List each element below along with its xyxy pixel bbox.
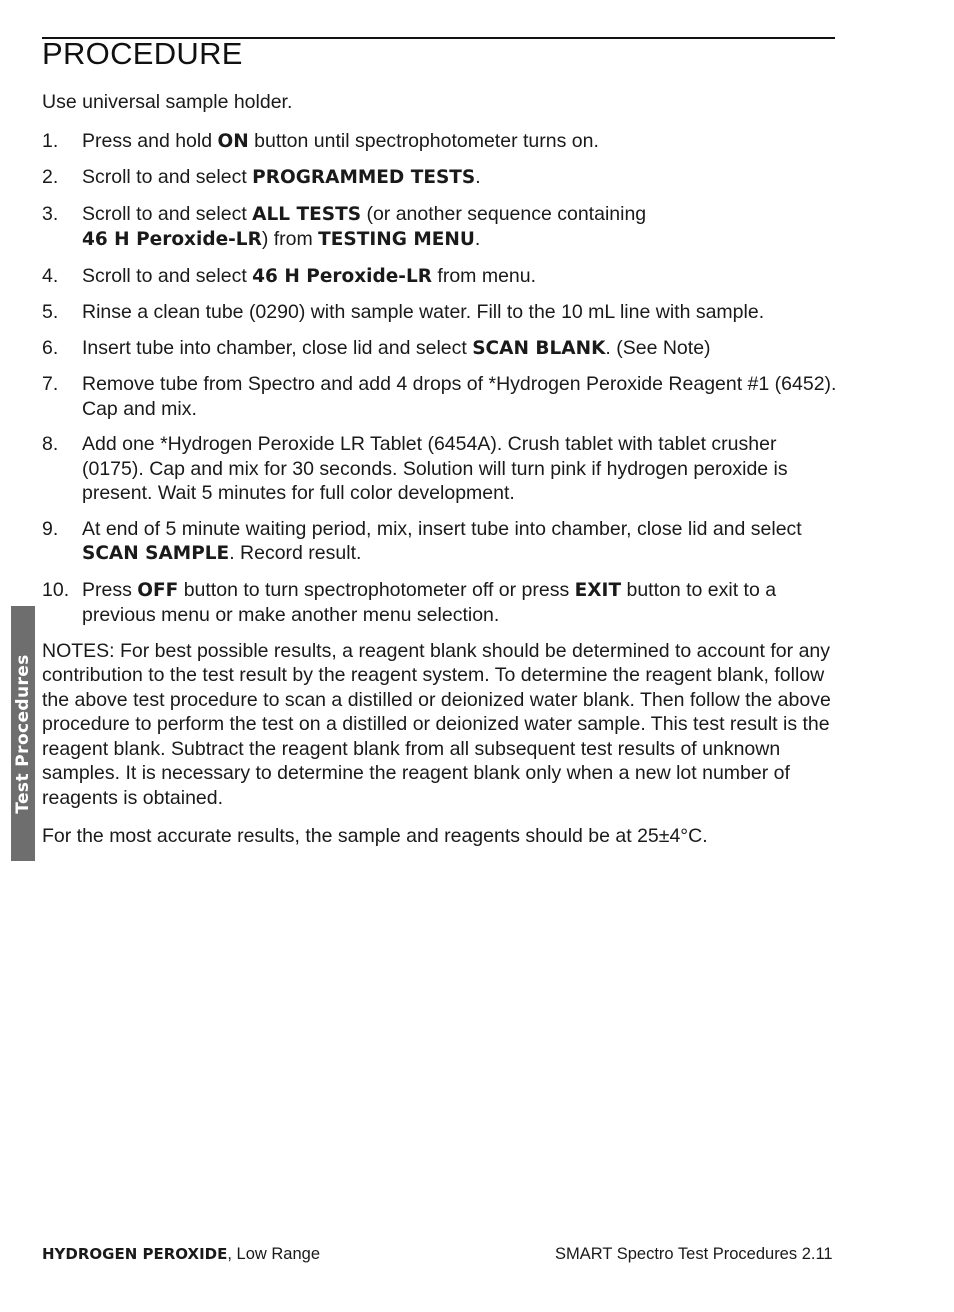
procedure-step xyxy=(42,129,842,155)
step-text: . xyxy=(474,228,481,250)
step-keyword: TESTING MENU xyxy=(318,229,475,250)
step-number: 9. xyxy=(42,517,59,540)
intro-text: Use universal sample holder. xyxy=(42,91,293,113)
procedure-step xyxy=(42,300,842,325)
procedure-step xyxy=(42,578,842,628)
procedure-step xyxy=(42,517,842,567)
step-keyword: SCAN SAMPLE xyxy=(82,543,230,564)
step-keyword: ALL TESTS xyxy=(252,203,362,225)
page-title: PROCEDURE xyxy=(42,36,243,71)
step-text: button until spectrophotometer turns on. xyxy=(248,129,599,152)
step-text: . Record result. xyxy=(229,542,362,564)
step-text: Scroll to and select xyxy=(82,166,253,188)
step-number: 6. xyxy=(42,336,59,359)
procedure-step xyxy=(42,372,842,421)
side-tab-label: Test Procedures xyxy=(13,653,33,814)
step-keyword: OFF xyxy=(137,579,179,601)
step-text: . xyxy=(475,166,481,188)
procedure-step xyxy=(42,202,842,253)
step-text: ) from xyxy=(261,228,319,250)
step-text: Remove tube from Spectro and add 4 drops of *Hydrogen Peroxide Reagent #1 (6452). Cap and mix. xyxy=(82,373,837,420)
step-text: Scroll to and select xyxy=(82,264,253,287)
footer-title-rest: , Low Range xyxy=(227,1245,321,1263)
step-text: Add one *Hydrogen Peroxide LR Tablet (6454A). Crush tablet with tablet crusher (0175). Cap and mix for 30 seconds. Solution will turn pink if hydrogen peroxide is present. Wait 5 minutes for full color development. xyxy=(82,433,788,504)
step-text: . (See Note) xyxy=(605,336,711,359)
step-keyword: ON xyxy=(217,130,249,152)
step-number: 5. xyxy=(42,301,59,323)
procedure-content xyxy=(42,90,842,849)
step-keyword: EXIT xyxy=(574,579,622,601)
procedure-step xyxy=(42,432,842,506)
accuracy-note: For the most accurate results, the sample and reagents should be at 25±4°C. xyxy=(42,825,708,847)
procedure-step xyxy=(42,165,842,191)
step-number: 7. xyxy=(42,373,59,395)
step-number: 3. xyxy=(42,202,59,225)
step-number: 2. xyxy=(42,166,59,188)
footer-page-ref: SMART Spectro Test Procedures 2.11 xyxy=(555,1245,833,1263)
step-text: Scroll to and select xyxy=(82,202,253,225)
footer-title xyxy=(42,1245,320,1264)
step-text: Press xyxy=(82,578,138,601)
step-keyword: 46 H Peroxide-LR xyxy=(252,265,432,287)
step-text: (or another sequence containing xyxy=(361,202,647,225)
footer-title-bold: HYDROGEN PEROXIDE xyxy=(42,1245,228,1263)
step-text: Press and hold xyxy=(82,129,218,152)
step-text: Rinse a clean tube (0290) with sample water. Fill to the 10 mL line with sample. xyxy=(82,301,765,323)
step-text: button to turn spectrophotometer off or press xyxy=(178,578,575,601)
section-side-tab xyxy=(11,606,35,861)
notes-paragraph: NOTES: For best possible results, a reagent blank should be determined to account for any contribution to the test result by the reagent system. To determine the reagent blank, follow the above test procedure to scan a distilled or deionized water blank. Then follow the above procedure to perform the test on a distilled or deionized water sample. This test result is the reagent blank. Subtract the reagent blank from all subsequent test results of unknown samples. It is necessary to determine the reagent blank only when a new lot number of reagents is obtained. xyxy=(42,639,831,809)
step-text: At end of 5 minute waiting period, mix, insert tube into chamber, close lid and select xyxy=(82,517,802,540)
step-number: 8. xyxy=(42,433,59,455)
procedure-steps xyxy=(42,129,842,628)
step-number: 1. xyxy=(42,129,59,152)
step-number: 10. xyxy=(42,578,70,601)
procedure-step xyxy=(42,264,842,290)
step-keyword: PROGRAMMED TESTS xyxy=(252,167,476,188)
step-keyword: SCAN BLANK xyxy=(472,337,606,359)
step-text: button to exit to a previous menu or make another menu selection. xyxy=(82,578,777,626)
step-text: Insert tube into chamber, close lid and select xyxy=(82,336,473,359)
step-text: from menu. xyxy=(432,264,537,287)
procedure-step xyxy=(42,336,842,362)
step-number: 4. xyxy=(42,264,59,287)
step-keyword: 46 H Peroxide-LR xyxy=(82,229,262,250)
